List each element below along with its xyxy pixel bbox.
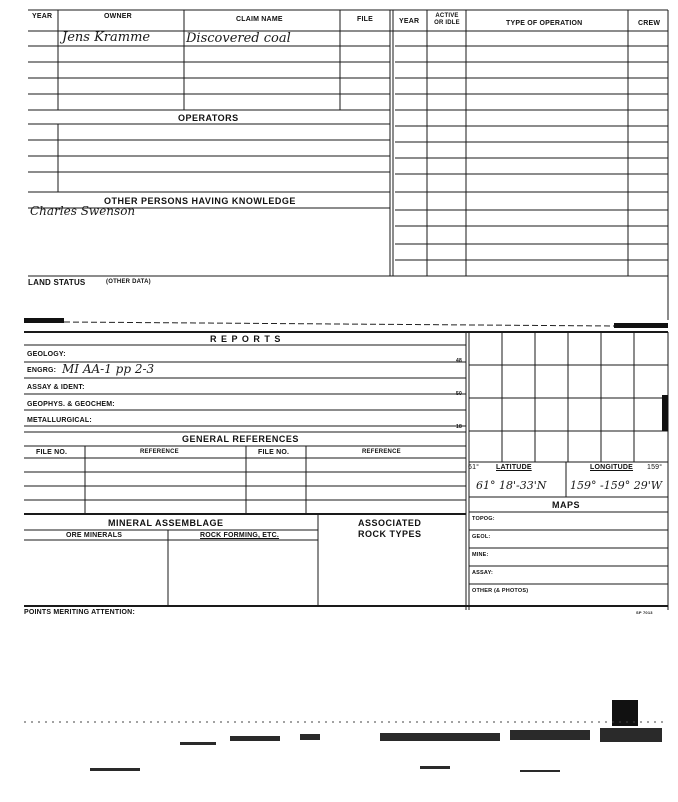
- latitude-prefix: 61°: [468, 464, 480, 471]
- longitude-suffix: 159°: [647, 464, 663, 471]
- land-status-sub: (OTHER DATA): [106, 279, 151, 285]
- land-status-label: LAND STATUS: [28, 278, 86, 287]
- report-geophys-label: GEOPHYS. & GEOCHEM:: [27, 401, 115, 408]
- latitude-label: LATITUDE: [496, 464, 532, 471]
- gr-file-no-2: FILE NO.: [258, 449, 290, 456]
- report-metallurgical-num: 18: [456, 424, 462, 430]
- report-assay-label: ASSAY & IDENT:: [27, 384, 85, 391]
- report-geology-label: GEOLOGY:: [27, 351, 66, 358]
- general-references-title: GENERAL REFERENCES: [182, 434, 299, 444]
- points-meriting-label: POINTS MERITING ATTENTION:: [24, 609, 135, 616]
- header-file: FILE: [357, 16, 373, 23]
- header-crew: CREW: [638, 20, 661, 27]
- gr-reference-1: REFERENCE: [140, 449, 179, 455]
- report-metallurgical-label: METALLURGICAL:: [27, 417, 92, 424]
- rock-forming-label: ROCK FORMING, ETC.: [200, 532, 280, 539]
- report-engrg-value: MI AA-1 pp 2-3: [62, 362, 155, 376]
- report-engrg-label: ENGRG:: [27, 367, 57, 374]
- other-persons-title: OTHER PERSONS HAVING KNOWLEDGE: [104, 196, 296, 206]
- header-type-of-operation: TYPE OF OPERATION: [506, 20, 583, 27]
- ore-minerals-label: ORE MINERALS: [66, 532, 123, 539]
- longitude-value: 159° -159° 29'W: [570, 479, 663, 492]
- rock-types-label: ROCK TYPES: [358, 529, 422, 539]
- header-year-right: YEAR: [399, 18, 420, 25]
- maps-other: OTHER (& PHOTOS): [472, 588, 529, 594]
- latitude-value: 61° 18'-33'N: [476, 479, 547, 492]
- associated-label: ASSOCIATED: [358, 518, 422, 528]
- maps-assay: ASSAY:: [472, 570, 494, 576]
- maps-mine: MINE:: [472, 552, 489, 558]
- gr-file-no-1: FILE NO.: [36, 449, 68, 456]
- other-person-entry: Charles Swenson: [30, 204, 136, 218]
- report-geology-num: 48: [456, 358, 462, 364]
- header-year: YEAR: [32, 13, 53, 20]
- header-owner: OWNER: [104, 13, 132, 20]
- operators-title: OPERATORS: [178, 113, 239, 123]
- header-active-or-idle: ACTIVE OR IDLE: [434, 13, 460, 26]
- reports-title: R E P O R T S: [210, 334, 282, 344]
- mineral-assemblage-title: MINERAL ASSEMBLAGE: [108, 518, 224, 528]
- maps-geol: GEOL:: [472, 534, 491, 540]
- maps-title: MAPS: [552, 500, 581, 510]
- header-claim-name: CLAIM NAME: [236, 16, 283, 23]
- maps-topog: TOPOG:: [472, 516, 495, 522]
- owner-entry: Jens Kramme: [62, 30, 151, 45]
- form-code: SP 7013: [636, 610, 653, 615]
- longitude-label: LONGITUDE: [590, 464, 634, 471]
- report-assay-num: 50: [456, 391, 462, 397]
- claim-name-entry: Discovered coal: [186, 31, 291, 46]
- gr-reference-2: REFERENCE: [362, 449, 401, 455]
